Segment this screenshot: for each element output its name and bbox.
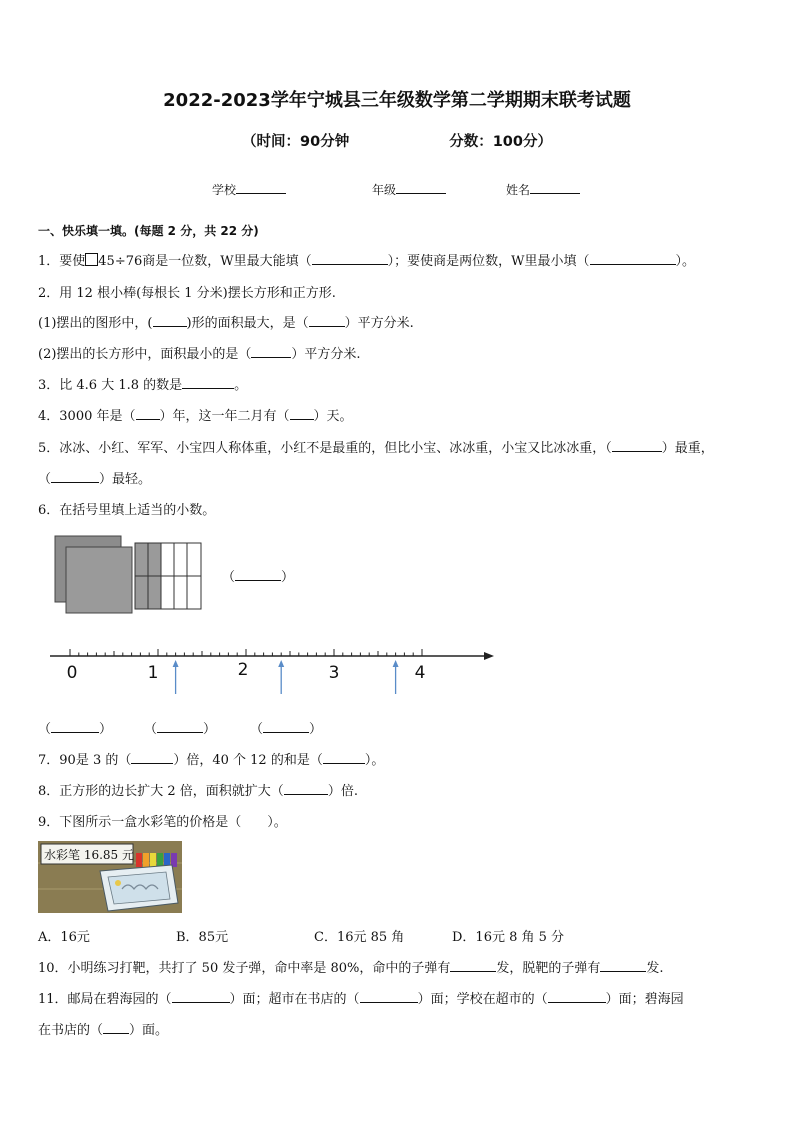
question-4: 4．3000 年是（ ）年，这一年二月有（ ）天。 — [38, 409, 353, 424]
number-line-arrowhead — [484, 652, 494, 660]
tick-label: 0 — [66, 663, 78, 683]
question-3: 3．比 4.6 大 1.8 的数是 。 — [38, 378, 248, 393]
question-11-cont: 在书店的（ ）面。 — [38, 1023, 169, 1038]
q11-blank-1[interactable] — [172, 990, 230, 1003]
grade-blank[interactable] — [396, 181, 446, 194]
name-blank[interactable] — [530, 181, 580, 194]
q6-blank-1[interactable] — [51, 720, 99, 733]
q7-blank-1[interactable] — [131, 751, 173, 764]
q2-blank-3[interactable] — [251, 345, 291, 358]
q11-blank-4[interactable] — [103, 1021, 129, 1034]
q3-blank[interactable] — [182, 376, 234, 389]
question-2-part-2: (2)摆出的长方形中，面积最小的是（ ）平方分米. — [38, 347, 361, 362]
tick-label: 1 — [147, 663, 159, 683]
q6-answer-2: （ ） — [144, 722, 217, 737]
option-b[interactable]: B．85元 — [176, 930, 229, 945]
q7-blank-2[interactable] — [323, 751, 365, 764]
question-9: 9．下图所示一盒水彩笔的价格是（ ）。 — [38, 815, 287, 830]
answer-arrowhead-2 — [278, 660, 284, 667]
school-field: 学校 — [212, 181, 286, 198]
exam-time: （时间：90分钟 — [242, 134, 350, 150]
page-title: 2022-2023学年宁城县三年级数学第二学期期末联考试题 — [163, 90, 631, 111]
grade-field: 年级 — [372, 181, 446, 198]
box-square — [85, 253, 98, 266]
q5-blank-1[interactable] — [612, 439, 662, 452]
q11-blank-3[interactable] — [548, 990, 606, 1003]
q6-answer-1: （ ） — [38, 722, 113, 737]
q6-answer-3: （ ） — [250, 722, 323, 737]
option-c[interactable]: C．16元 85 角 — [314, 930, 405, 945]
q6-figure-answer: （ ） — [222, 570, 295, 585]
q4-blank-1[interactable] — [136, 407, 160, 420]
answer-arrowhead-1 — [173, 660, 179, 667]
option-a[interactable]: A．16元 — [38, 930, 90, 945]
question-1: 1．要使 45÷76商是一位数，W里最大能填（ ）；要使商是两位数，W里最小填（ ）。 — [38, 254, 696, 269]
question-2: 2．用 12 根小棒(每根长 1 分米)摆长方形和正方形. — [38, 286, 336, 301]
q5-blank-2[interactable] — [51, 470, 99, 483]
question-6: 6．在括号里填上适当的小数。 — [38, 503, 216, 518]
question-7: 7．90是 3 的（ ）倍，40 个 12 的和是（ ）。 — [38, 753, 385, 768]
question-5-cont: （ ）最轻。 — [38, 472, 152, 487]
decimal-squares-figure — [48, 530, 228, 620]
q10-blank-2[interactable] — [600, 959, 646, 972]
tick-label: 4 — [414, 663, 426, 683]
grid-strip — [135, 543, 201, 609]
q6-blank-3[interactable] — [263, 720, 309, 733]
price-tag-text: 水彩笔 16.85 元 — [44, 848, 134, 862]
watercolor-pen-box-image — [38, 841, 182, 913]
question-8: 8．正方形的边长扩大 2 倍，面积就扩大（ ）倍. — [38, 784, 358, 799]
q10-blank-1[interactable] — [450, 959, 496, 972]
option-d[interactable]: D．16元 8 角 5 分 — [452, 930, 565, 945]
square-front — [66, 547, 132, 613]
question-5: 5．冰冰、小红、军军、小宝四人称体重，小红不是最重的，但比小宝、冰冰重，小宝又比冰冰重，（ ）最重， — [38, 441, 714, 456]
school-blank[interactable] — [236, 181, 286, 194]
section-heading: 一、快乐填一填。(每题 2 分，共 22 分) — [38, 224, 259, 238]
q2-blank-2[interactable] — [309, 314, 345, 327]
exam-score: 分数：100分） — [449, 134, 552, 150]
question-11: 11．邮局在碧海园的（ ）面；超市在书店的（ ）面；学校在超市的（ ）面；碧海园 — [38, 992, 684, 1007]
question-2-part-1: (1)摆出的图形中，( )形的面积最大，是（ ）平方分米. — [38, 316, 414, 331]
q1-blank-2[interactable] — [590, 252, 676, 265]
name-field: 姓名 — [506, 181, 580, 198]
q4-blank-2[interactable] — [290, 407, 314, 420]
q11-blank-2[interactable] — [360, 990, 418, 1003]
exam-meta — [0, 130, 794, 151]
q6-blank-2[interactable] — [157, 720, 203, 733]
tick-label: 2 — [237, 660, 249, 680]
q6-blank-figure[interactable] — [235, 568, 281, 581]
question-10: 10．小明练习打靶，共打了 50 发子弹，命中率是 80%，命中的子弹有 发，脱靶的子弹有 发. — [38, 961, 664, 976]
answer-arrowhead-3 — [393, 660, 399, 667]
q1-blank-1[interactable] — [312, 252, 388, 265]
q8-blank[interactable] — [284, 782, 328, 795]
number-line — [40, 636, 500, 700]
tick-label: 3 — [328, 663, 340, 683]
q2-blank-1[interactable] — [153, 314, 187, 327]
